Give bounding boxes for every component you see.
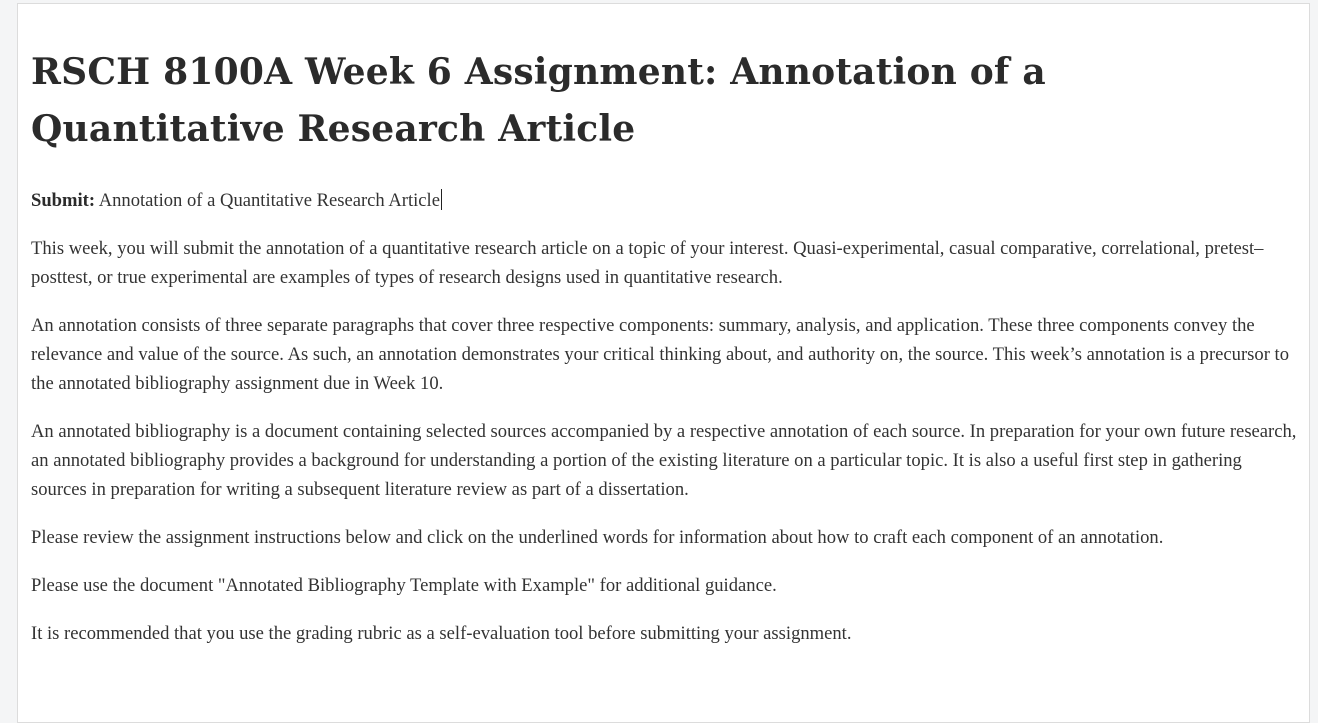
paragraph-bibliography-definition: An annotated bibliography is a document containing selected sources accompanied by a respective annotation of each source. In preparation for your own future research, an annotated bibliography provides a background for understanding a portion of the existing literature on a particular topic. It is also a useful first step in gathering sources in preparation for writing a subsequent literature review as part of a dissertation.: [31, 421, 1297, 500]
paragraph-intro: This week, you will submit the annotation of a quantitative research article on a topic of your interest. Quasi-experimental, casual comparative, correlational, pretest–posttest, or true experimental are examples of types of research designs used in quantitative research.: [31, 238, 1264, 288]
document-content[interactable]: [31, 44, 1301, 667]
paragraph-review-instructions: Please review the assignment instructions below and click on the underlined words for information about how to craft each component of an annotation.: [31, 527, 1164, 548]
paragraph-annotation-definition: An annotation consists of three separate paragraphs that cover three respective components: summary, analysis, and application. These three components convey the relevance and value of the source. As such, an annotation demonstrates your critical thinking about, and authority on, the source. This week’s annotation is a precursor to the annotated bibliography assignment due in Week 10.: [31, 315, 1289, 394]
submit-line: [31, 186, 1301, 215]
page-title: RSCH 8100A Week 6 Assignment: Annotation of a Quantitative Research Article: [31, 51, 1046, 150]
document-page: [17, 3, 1310, 723]
submit-value: Annotation of a Quantitative Research Article: [98, 190, 440, 211]
paragraph-template-guidance: Please use the document "Annotated Bibliography Template with Example" for additional guidance.: [31, 575, 777, 596]
submit-label: Submit:: [31, 190, 96, 211]
text-cursor: [441, 189, 442, 210]
paragraph-rubric-recommendation: It is recommended that you use the grading rubric as a self-evaluation tool before submitting your assignment.: [31, 623, 852, 644]
